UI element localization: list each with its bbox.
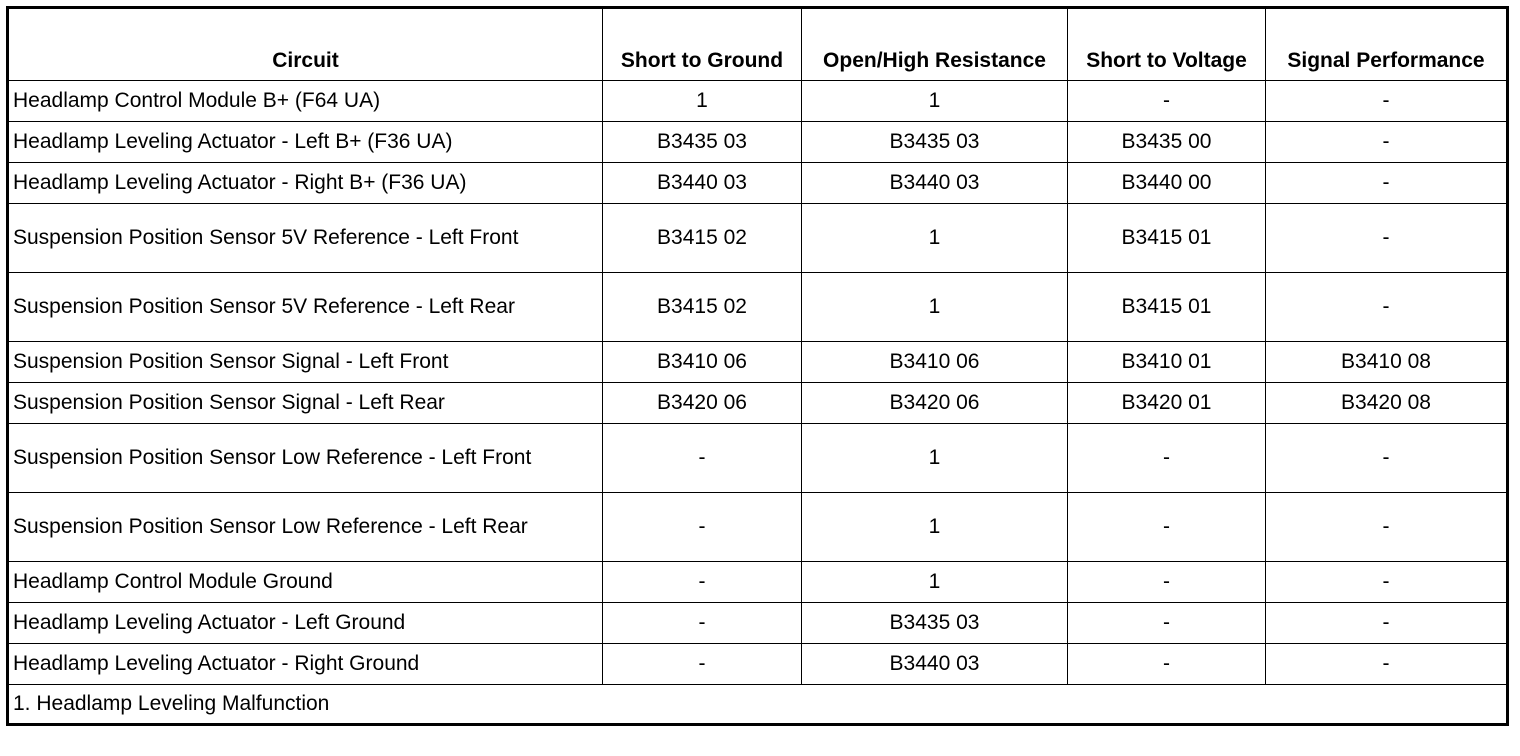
short-to-voltage-cell: - <box>1068 81 1266 122</box>
footnote: 1. Headlamp Leveling Malfunction <box>8 685 1508 725</box>
short-to-ground-cell: - <box>603 562 802 603</box>
table-row <box>8 204 1508 273</box>
short-to-voltage-cell: - <box>1068 562 1266 603</box>
circuit-cell: Suspension Position Sensor Signal - Left Rear <box>8 383 603 424</box>
short-to-ground-cell: B3420 06 <box>603 383 802 424</box>
short-to-ground-cell: B3410 06 <box>603 342 802 383</box>
short-to-voltage-cell: - <box>1068 424 1266 493</box>
signal-performance-cell: - <box>1266 603 1508 644</box>
table-row <box>8 424 1508 493</box>
short-to-voltage-cell: B3415 01 <box>1068 273 1266 342</box>
signal-performance-cell: - <box>1266 562 1508 603</box>
header-circuit: Circuit <box>8 8 603 81</box>
short-to-voltage-cell: B3420 01 <box>1068 383 1266 424</box>
signal-performance-cell: B3420 08 <box>1266 383 1508 424</box>
circuit-cell: Suspension Position Sensor Signal - Left Front <box>8 342 603 383</box>
circuit-cell: Suspension Position Sensor 5V Reference - Left Rear <box>8 273 603 342</box>
table-row <box>8 163 1508 204</box>
signal-performance-cell: - <box>1266 273 1508 342</box>
short-to-voltage-cell: B3410 01 <box>1068 342 1266 383</box>
short-to-voltage-cell: - <box>1068 493 1266 562</box>
short-to-ground-cell: B3435 03 <box>603 122 802 163</box>
header-short-to-voltage: Short to Voltage <box>1068 8 1266 81</box>
table-row <box>8 603 1508 644</box>
table-row <box>8 493 1508 562</box>
dtc-table-container <box>6 6 1509 726</box>
circuit-cell: Headlamp Control Module Ground <box>8 562 603 603</box>
open-high-resistance-cell: 1 <box>802 424 1068 493</box>
circuit-cell: Suspension Position Sensor Low Reference - Left Rear <box>8 493 603 562</box>
signal-performance-cell: - <box>1266 644 1508 685</box>
circuit-cell: Headlamp Leveling Actuator - Left Ground <box>8 603 603 644</box>
signal-performance-cell: - <box>1266 204 1508 273</box>
short-to-voltage-cell: B3440 00 <box>1068 163 1266 204</box>
circuit-cell: Headlamp Leveling Actuator - Right B+ (F36 UA) <box>8 163 603 204</box>
short-to-ground-cell: B3440 03 <box>603 163 802 204</box>
table-row <box>8 562 1508 603</box>
short-to-ground-cell: - <box>603 644 802 685</box>
open-high-resistance-cell: 1 <box>802 204 1068 273</box>
circuit-dtc-table <box>6 6 1509 726</box>
circuit-cell: Headlamp Control Module B+ (F64 UA) <box>8 81 603 122</box>
header-row <box>8 8 1508 81</box>
signal-performance-cell: - <box>1266 163 1508 204</box>
table-row <box>8 122 1508 163</box>
open-high-resistance-cell: 1 <box>802 81 1068 122</box>
header-short-to-ground: Short to Ground <box>603 8 802 81</box>
signal-performance-cell: - <box>1266 122 1508 163</box>
circuit-cell: Headlamp Leveling Actuator - Left B+ (F36 UA) <box>8 122 603 163</box>
signal-performance-cell: B3410 08 <box>1266 342 1508 383</box>
table-row <box>8 342 1508 383</box>
signal-performance-cell: - <box>1266 424 1508 493</box>
open-high-resistance-cell: 1 <box>802 273 1068 342</box>
open-high-resistance-cell: 1 <box>802 493 1068 562</box>
open-high-resistance-cell: B3435 03 <box>802 122 1068 163</box>
short-to-ground-cell: 1 <box>603 81 802 122</box>
open-high-resistance-cell: B3440 03 <box>802 163 1068 204</box>
open-high-resistance-cell: 1 <box>802 562 1068 603</box>
open-high-resistance-cell: B3410 06 <box>802 342 1068 383</box>
short-to-voltage-cell: B3435 00 <box>1068 122 1266 163</box>
circuit-cell: Suspension Position Sensor 5V Reference - Left Front <box>8 204 603 273</box>
short-to-ground-cell: - <box>603 424 802 493</box>
signal-performance-cell: - <box>1266 81 1508 122</box>
open-high-resistance-cell: B3420 06 <box>802 383 1068 424</box>
table-row <box>8 644 1508 685</box>
header-signal-performance: Signal Performance <box>1266 8 1508 81</box>
table-row <box>8 383 1508 424</box>
short-to-ground-cell: B3415 02 <box>603 273 802 342</box>
open-high-resistance-cell: B3435 03 <box>802 603 1068 644</box>
short-to-ground-cell: - <box>603 603 802 644</box>
circuit-cell: Headlamp Leveling Actuator - Right Ground <box>8 644 603 685</box>
short-to-ground-cell: B3415 02 <box>603 204 802 273</box>
short-to-voltage-cell: B3415 01 <box>1068 204 1266 273</box>
open-high-resistance-cell: B3440 03 <box>802 644 1068 685</box>
short-to-voltage-cell: - <box>1068 603 1266 644</box>
header-open-high-resistance: Open/High Resistance <box>802 8 1068 81</box>
table-row <box>8 81 1508 122</box>
table-row <box>8 273 1508 342</box>
circuit-cell: Suspension Position Sensor Low Reference - Left Front <box>8 424 603 493</box>
signal-performance-cell: - <box>1266 493 1508 562</box>
footnote-row <box>8 685 1508 725</box>
short-to-ground-cell: - <box>603 493 802 562</box>
short-to-voltage-cell: - <box>1068 644 1266 685</box>
